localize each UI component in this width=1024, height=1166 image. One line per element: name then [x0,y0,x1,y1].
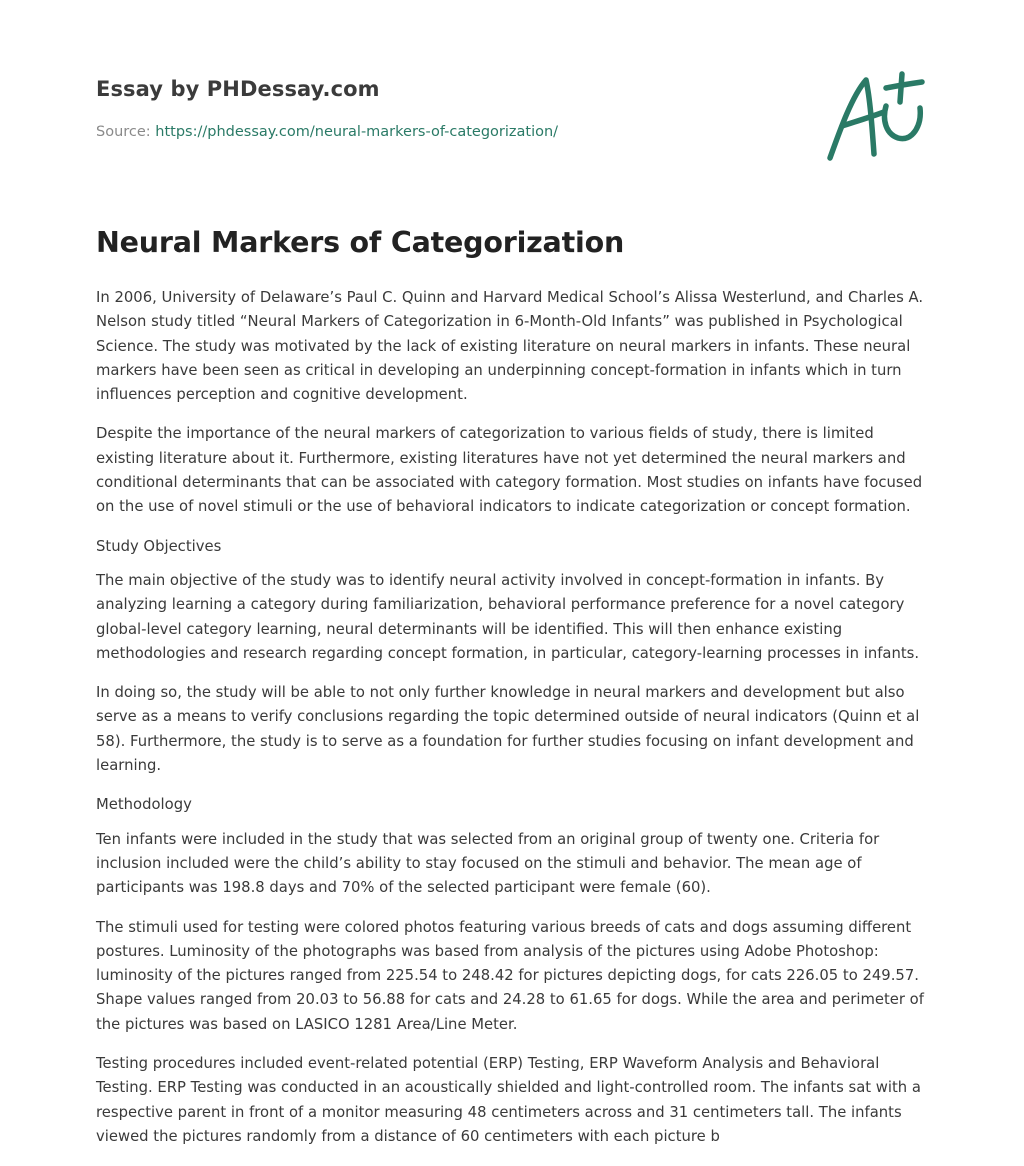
a-plus-grade-icon [822,68,928,166]
source-link[interactable]: https://phdessay.com/neural-markers-of-categorization/ [155,124,559,140]
essay-paragraph: Despite the importance of the neural markers of categorization to various fields of study, there is limited existing literature about it. Furthermore, existing literatures have not yet determined the neural markers and conditional determinants that can be associated with category formation. Most studies on infants have focused on the use of novel stimuli or the use of behavioral indicators to indicate categorization or concept formation. [96,425,923,516]
essay-paragraph: Testing procedures included event-related potential (ERP) Testing, ERP Waveform Analysis and Behavioral Testing. ERP Testing was conducted in an acoustically shielded and light-controlled room. The infants sat with a respective parent in front of a monitor measuring 48 centimeters across and 31 centimeters tall. The infants viewed the pictures randomly from a distance of 60 centimeters with each picture b [96,1055,921,1145]
site-brand: Essay by PHDessay.com [96,77,380,101]
essay-paragraph: Ten infants were included in the study that was selected from an original group of twenty one. Criteria for inclusion included were the child’s ability to stay focused on the stimuli and behavior. The mean age of participants was 198.8 days and 70% of the selected participant were female (60). [96,830,880,897]
source-label: Source: [96,124,156,140]
section-heading: Study Objectives [96,537,222,555]
section-heading: Methodology [96,796,192,814]
essay-title: Neural Markers of Categorization [96,226,625,259]
essay-paragraph: The stimuli used for testing were colored photos featuring various breeds of cats and dogs assuming different postures. Luminosity of the photographs was based from analysis of the pictures using Adobe Photoshop: luminosity of the pictures ranged from 225.54 to 248.42 for pictures depicting dogs, for cats 226.05 to 249.57. Shape values ranged from 20.03 to 56.88 for cats and 24.28 to 61.65 for dogs. While the area and perimeter of the pictures was based on LASICO 1281 Area/Line Meter. [96,918,924,1033]
essay-paragraph: The main objective of the study was to identify neural activity involved in concept-formation in infants. By analyzing learning a category during familiarization, behavioral performance preference for a novel category global-level category learning, neural determinants will be identified. This will then enhance existing methodologies and research regarding concept formation, in particular, category-learning processes in infants. [96,571,920,662]
essay-body [96,286,932,1164]
essay-paragraph: In 2006, University of Delaware’s Paul C. Quinn and Harvard Medical School’s Alissa Westerlund, and Charles A. Nelson study titled “Neural Markers of Categorization in 6-Month-Old Infants” was published in Psychological Science. The study was motivated by the lack of existing literature on neural markers in infants. These neural markers have been seen as critical in developing an underpinning concept-formation in infants which in turn influences perception and cognitive development. [96,289,924,404]
essay-paragraph: In doing so, the study will be able to not only further knowledge in neural markers and development but also serve as a means to verify conclusions regarding the topic determined outside of neural indicators (Quinn et al 58). Furthermore, the study is to serve as a foundation for further studies focusing on infant development and learning. [96,684,920,775]
source-line [96,124,558,140]
